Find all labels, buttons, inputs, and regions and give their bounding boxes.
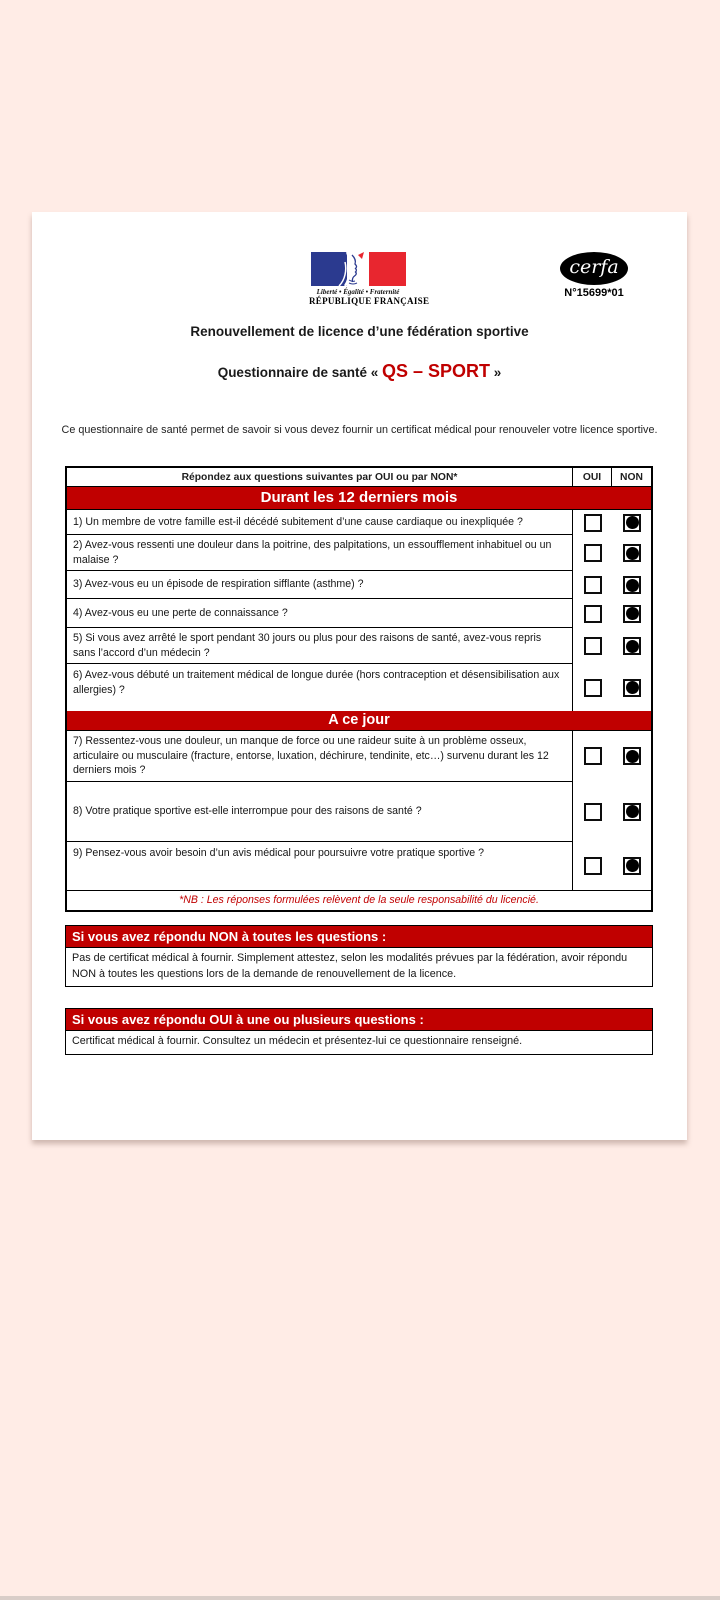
intro-text: Ce questionnaire de santé permet de savoir si vous devez fournir un certificat médical pour renouveler votre licence sportive. xyxy=(61,424,658,436)
non-answers-box-body: Pas de certificat médical à fournir. Simplement attestez, selon les modalités prévues par la fédération, avoir répondu NON à toutes les questions lors de la demande de renouvellement de la licence. xyxy=(72,952,628,980)
question-text: 6) Avez-vous débuté un traitement médical de longue durée (hors contraception et désensibilisation aux allergies) ? xyxy=(67,664,573,711)
answer-cell xyxy=(573,842,651,890)
oui-answers-box-header: Si vous avez répondu OUI à une ou plusieurs questions : xyxy=(66,1009,652,1031)
check-mark xyxy=(626,681,639,694)
question-text: 4) Avez-vous eu une perte de connaissance ? xyxy=(67,599,573,628)
check-mark xyxy=(626,805,639,818)
question-row xyxy=(67,782,651,842)
oui-answers-box-body: Certificat médical à fournir. Consultez un médecin et présentez-lui ce questionnaire renseigné. xyxy=(72,1035,523,1047)
question-row xyxy=(67,571,651,599)
screen-bottom-edge xyxy=(0,1596,720,1600)
answer-cell xyxy=(573,535,651,571)
non-checkbox[interactable] xyxy=(623,605,641,623)
question-text: 1) Un membre de votre famille est-il décédé subitement d’une cause cardiaque ou inexpliquée ? xyxy=(67,510,573,535)
cerfa-logo-text: cerfa xyxy=(569,256,619,278)
oui-checkbox[interactable] xyxy=(584,544,602,562)
column-header-oui: OUI xyxy=(573,468,612,486)
non-checkbox[interactable] xyxy=(623,679,641,697)
non-checkbox[interactable] xyxy=(623,747,641,765)
answer-cell xyxy=(573,664,651,711)
non-answers-box-header: Si vous avez répondu NON à toutes les questions : xyxy=(66,926,652,948)
answer-cell xyxy=(573,731,651,782)
table-instruction: Répondez aux questions suivantes par OUI ou par NON* xyxy=(67,468,573,486)
cerfa-logo xyxy=(560,252,628,299)
non-checkbox[interactable] xyxy=(623,803,641,821)
question-text: 8) Votre pratique sportive est-elle interrompue pour des raisons de santé ? xyxy=(67,782,573,842)
question-row xyxy=(67,664,651,711)
document-subtitle xyxy=(32,360,687,384)
subtitle-prefix: Questionnaire de santé « xyxy=(217,365,382,380)
oui-answers-box xyxy=(65,1008,653,1055)
non-answers-box xyxy=(65,925,653,987)
section-banner-today: A ce jour xyxy=(67,711,651,731)
check-mark xyxy=(626,750,639,763)
cerfa-logo-icon xyxy=(560,252,628,285)
oui-checkbox[interactable] xyxy=(584,747,602,765)
oui-checkbox[interactable] xyxy=(584,803,602,821)
oui-checkbox[interactable] xyxy=(584,679,602,697)
question-row xyxy=(67,628,651,664)
marianne-flag-icon xyxy=(311,252,406,286)
question-text: 3) Avez-vous eu un épisode de respiration sifflante (asthme) ? xyxy=(67,571,573,599)
republique-francaise-logo xyxy=(309,252,430,306)
qs-sport-highlight: QS – SPORT xyxy=(382,361,491,381)
oui-checkbox[interactable] xyxy=(584,605,602,623)
question-row xyxy=(67,535,651,571)
answer-cell xyxy=(573,571,651,599)
question-row xyxy=(67,510,651,535)
oui-checkbox[interactable] xyxy=(584,857,602,875)
document-title: Renouvellement de licence d’une fédération sportive xyxy=(190,324,529,339)
document-page xyxy=(32,212,687,1140)
oui-checkbox[interactable] xyxy=(584,637,602,655)
answer-cell xyxy=(573,782,651,842)
check-mark xyxy=(626,547,639,560)
check-mark xyxy=(626,640,639,653)
non-checkbox[interactable] xyxy=(623,544,641,562)
answer-cell xyxy=(573,510,651,535)
answer-cell xyxy=(573,599,651,628)
question-text: 2) Avez-vous ressenti une douleur dans la poitrine, des palpitations, un essoufflement inhabituel ou un malaise ? xyxy=(67,535,573,571)
republique-motto: Liberté • Égalité • Fraternité xyxy=(316,288,400,296)
table-header-row xyxy=(67,468,651,487)
oui-checkbox[interactable] xyxy=(584,576,602,594)
check-mark xyxy=(626,579,639,592)
answer-cell xyxy=(573,628,651,664)
subtitle-suffix: » xyxy=(490,365,502,380)
question-text: 9) Pensez-vous avoir besoin d’un avis médical pour poursuivre votre pratique sportive ? xyxy=(67,842,573,890)
table-footnote: *NB : Les réponses formulées relèvent de la seule responsabilité du licencié. xyxy=(67,890,651,910)
column-header-non: NON xyxy=(620,471,643,483)
question-text: 7) Ressentez-vous une douleur, un manque de force ou une raideur suite à un problème osseux, articulaire ou musculaire (fracture, entorse, luxation, déchirure, tendinite, etc…) survenu durant les 12 derniers mois ? xyxy=(67,731,573,782)
oui-checkbox[interactable] xyxy=(584,514,602,532)
check-mark xyxy=(626,859,639,872)
non-checkbox[interactable] xyxy=(623,514,641,532)
question-text: 5) Si vous avez arrêté le sport pendant 30 jours ou plus pour des raisons de santé, avez-vous repris sans l’accord d’un médecin ? xyxy=(67,628,573,664)
section-banner-12-months: Durant les 12 derniers mois xyxy=(67,487,651,510)
non-checkbox[interactable] xyxy=(623,857,641,875)
check-mark xyxy=(626,516,639,529)
question-row xyxy=(67,731,651,782)
question-row xyxy=(67,599,651,628)
questionnaire-table xyxy=(65,466,653,912)
non-checkbox[interactable] xyxy=(623,637,641,655)
non-checkbox[interactable] xyxy=(623,576,641,594)
republique-name: RÉPUBLIQUE FRANÇAISE xyxy=(309,296,430,306)
check-mark xyxy=(626,607,639,620)
cerfa-number: N°15699*01 xyxy=(564,287,624,299)
question-row xyxy=(67,842,651,890)
